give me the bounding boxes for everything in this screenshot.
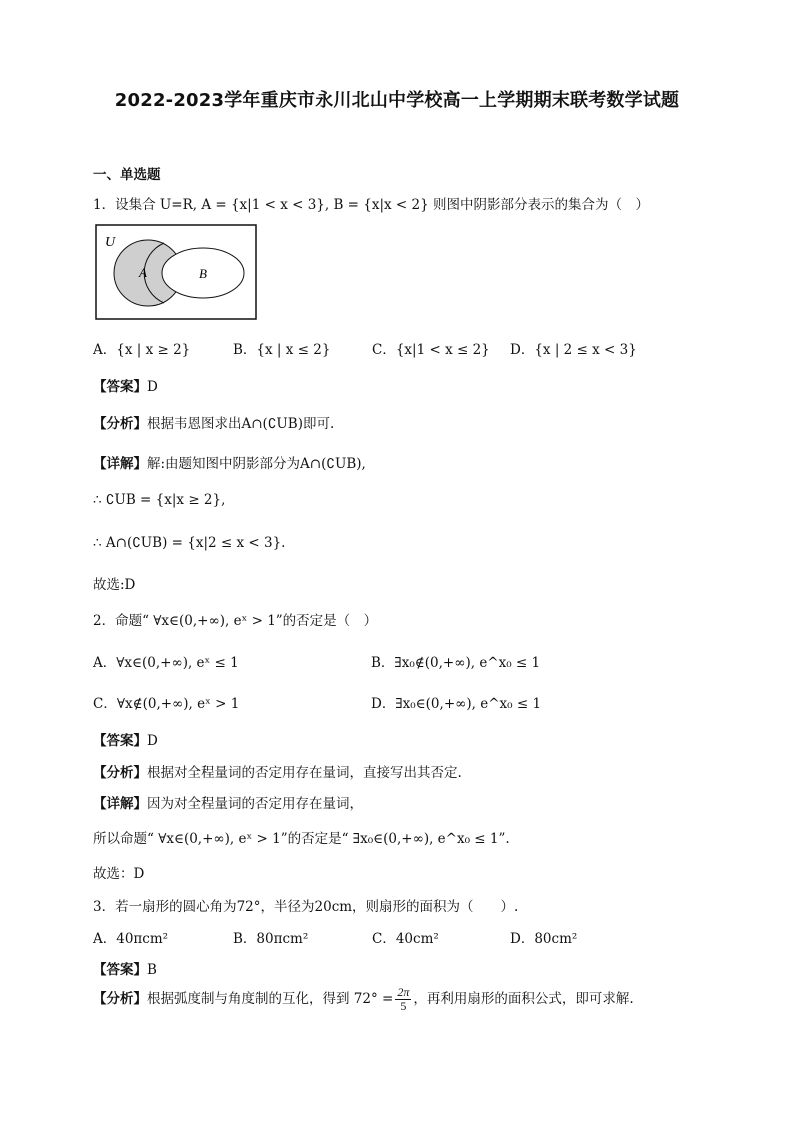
q1-option-c: C．{x|1 < x ≤ 2} [372, 342, 490, 358]
venn-label-u: U [105, 235, 116, 250]
q3-analysis-post: ，再利用扇形的面积公式，即可求解. [413, 991, 634, 1007]
q2-answer-tag: 【答案】 [93, 733, 147, 749]
q2-option-c: C．∀x∉(0,+∞), eˣ > 1 [93, 696, 240, 712]
q2-stem: 2．命题“ ∀x∈(0,+∞), eˣ > 1”的否定是（ ） [93, 613, 378, 629]
q3-answer-tag: 【答案】 [93, 962, 147, 978]
q3-stem: 3．若一扇形的圆心角为72°，半径为20cm，则扇形的面积为（ ）. [93, 899, 519, 915]
q1-detail-line [93, 452, 366, 472]
q3-option-c: C．40cm² [372, 931, 439, 947]
q1-detail-tag: 【详解】 [93, 456, 147, 472]
fraction-numerator: 2π [397, 985, 410, 999]
fraction [395, 986, 411, 1013]
q2-analysis-tag: 【分析】 [93, 765, 147, 781]
q3-analysis-pre: 根据弧度制与角度制的互化，得到 72° = [147, 991, 394, 1007]
q2-detail-line [93, 792, 363, 812]
q3-analysis-tag: 【分析】 [93, 991, 147, 1007]
q2-analysis: 根据对全程量词的否定用存在量词，直接写出其否定. [147, 765, 462, 781]
q1-analysis: 根据韦恩图求出A∩(∁UB)即可. [147, 416, 335, 432]
q1-choice: 故选:D [93, 577, 136, 593]
q1-analysis-tag: 【分析】 [93, 416, 147, 432]
q1-answer: D [147, 379, 158, 395]
q1-step-2: ∴ A∩(∁UB) = {x|2 ≤ x < 3}. [93, 535, 286, 551]
q1-analysis-line [93, 412, 334, 432]
q2-option-b: B．∃x₀∉(0,+∞), e^x₀ ≤ 1 [371, 655, 541, 671]
q2-step-1: 所以命题“ ∀x∈(0,+∞), eˣ > 1”的否定是“ ∃x₀∈(0,+∞), e^x₀ ≤ 1”. [93, 831, 510, 847]
q1-step-1: ∴ ∁UB = {x|x ≥ 2}, [93, 492, 226, 508]
q2-analysis-line [93, 761, 462, 781]
q1-option-b: B．{x | x ≤ 2} [233, 342, 331, 358]
q2-detail: 因为对全程量词的否定用存在量词， [147, 796, 363, 812]
q1-option-a: A．{x | x ≥ 2} [93, 342, 191, 358]
q3-answer-line [93, 958, 157, 978]
q2-answer-line [93, 729, 158, 749]
q2-detail-tag: 【详解】 [93, 796, 147, 812]
q3-option-b: B．80πcm² [233, 931, 309, 947]
page-title: 2022-2023学年重庆市永川北山中学校高一上学期期末联考数学试题 [114, 90, 680, 111]
venn-label-b: B [199, 266, 207, 281]
q3-answer: B [147, 962, 157, 978]
q1-option-d: D．{x | 2 ≤ x < 3} [510, 342, 637, 358]
fraction-denominator: 5 [400, 999, 407, 1013]
q2-choice: 故选：D [93, 866, 145, 882]
q2-option-a: A．∀x∈(0,+∞), eˣ ≤ 1 [93, 655, 239, 671]
q2-option-d: D．∃x₀∈(0,+∞), e^x₀ ≤ 1 [371, 696, 542, 712]
q2-answer: D [147, 733, 158, 749]
q3-option-d: D．80cm² [510, 931, 578, 947]
q1-stem: 1．设集合 U=R, A = {x|1 < x < 3}, B = {x|x < 2} 则图中阴影部分表示的集合为（ ） [93, 197, 650, 213]
q1-answer-line [93, 375, 158, 395]
q1-answer-tag: 【答案】 [93, 379, 147, 395]
q3-analysis-line [93, 986, 634, 1013]
q3-option-a: A．40πcm² [93, 931, 169, 947]
section-heading: 一、单选题 [93, 167, 161, 183]
venn-label-a: A [139, 265, 147, 280]
venn-diagram [95, 224, 257, 320]
q1-detail: 解:由题知图中阴影部分为A∩(∁UB), [147, 456, 366, 472]
